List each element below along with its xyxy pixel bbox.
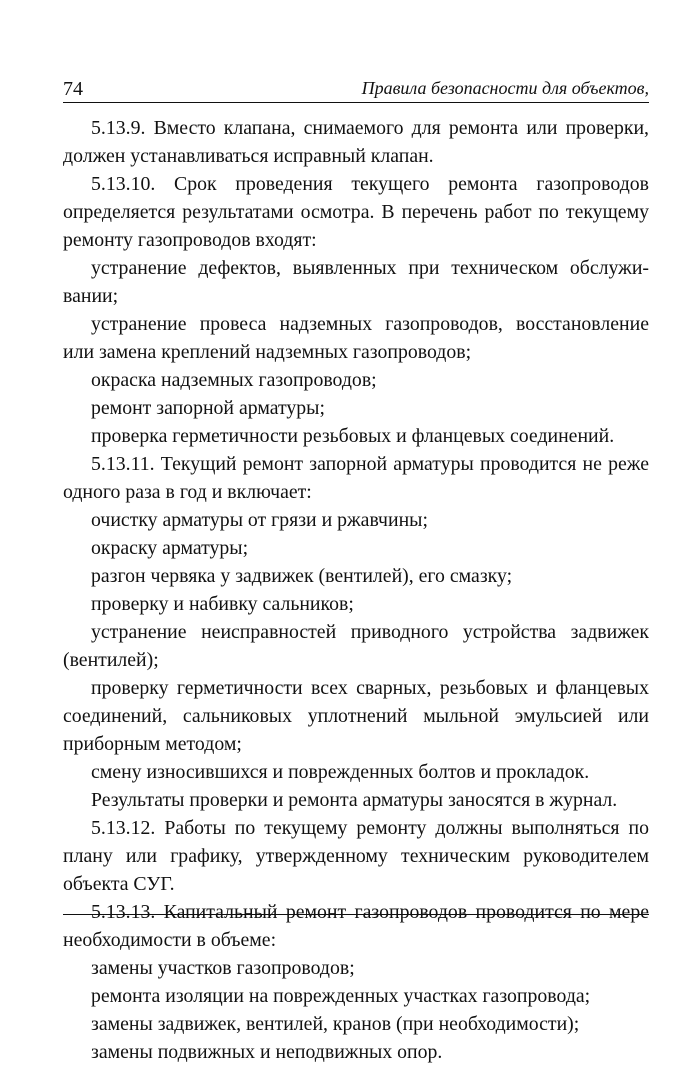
list-item: смену износившихся и поврежденных болтов и прокладок. [91, 761, 590, 783]
list-item: проверка герметичности резьбовых и фланцевых соединений. [91, 425, 615, 447]
paragraph-5-13-11: 5.13.11. Текущий ремонт запорной арматуры проводится не реже одного раза в год и включает: [63, 453, 649, 503]
list-item: очистку арматуры от грязи и ржавчины; [91, 509, 428, 531]
list-item: проверку герметичности всех сварных, резьбовых и фланцевых соединений, сальниковых уплотнений мыльной эмульсией или приборным методом; [63, 677, 649, 755]
document-body [63, 114, 649, 1066]
paragraph-results: Результаты проверки и ремонта арматуры заносятся в журнал. [91, 789, 618, 811]
list-item: замены задвижек, вентилей, кранов (при необходимости); [91, 1013, 580, 1035]
list-item: устранение провеса надземных газопроводов, восстановление или замена креплений надземных газопроводов; [63, 313, 649, 363]
list-item: проверку и набивку сальников; [91, 593, 354, 615]
list-item: разгон червяка у задвижек (вентилей), его смазку; [91, 565, 513, 587]
list-item: ремонта изоляции на поврежденных участках газопровода; [91, 985, 591, 1007]
paragraph-5-13-9: 5.13.9. Вместо клапана, снимаемого для ремонта или проверки, должен устанавливаться исправный клапан. [63, 117, 649, 167]
list-item: окраска надземных газопроводов; [91, 369, 377, 391]
list-item: устранение дефектов, выявленных при техническом обслуживании; [63, 257, 649, 307]
list-item: окраску арматуры; [91, 537, 249, 559]
page-number: 74 [63, 78, 83, 100]
list-item: замены подвижных и неподвижных опор. [91, 1041, 443, 1063]
list-item: замены участков газопроводов; [91, 957, 355, 979]
bottom-divider [63, 914, 649, 915]
paragraph-5-13-12: 5.13.12. Работы по текущему ремонту должны выполняться по плану или графику, утвержденному техническим руководителем объекта СУГ. [63, 817, 649, 895]
running-title: Правила безопасности для объектов, [361, 78, 649, 98]
paragraph-5-13-13: 5.13.13. Капитальный ремонт газопроводов проводится по мере необходимости в объеме: [63, 901, 649, 951]
paragraph-5-13-10: 5.13.10. Срок проведения текущего ремонта газопроводов определяется результатами осмотра. В перечень работ по текущему ремонту газопроводов входят: [63, 173, 649, 251]
page-header [63, 74, 649, 103]
list-item: ремонт запорной арматуры; [91, 397, 325, 419]
list-item: устранение неисправностей приводного устройства задвижек (вентилей); [63, 621, 649, 671]
